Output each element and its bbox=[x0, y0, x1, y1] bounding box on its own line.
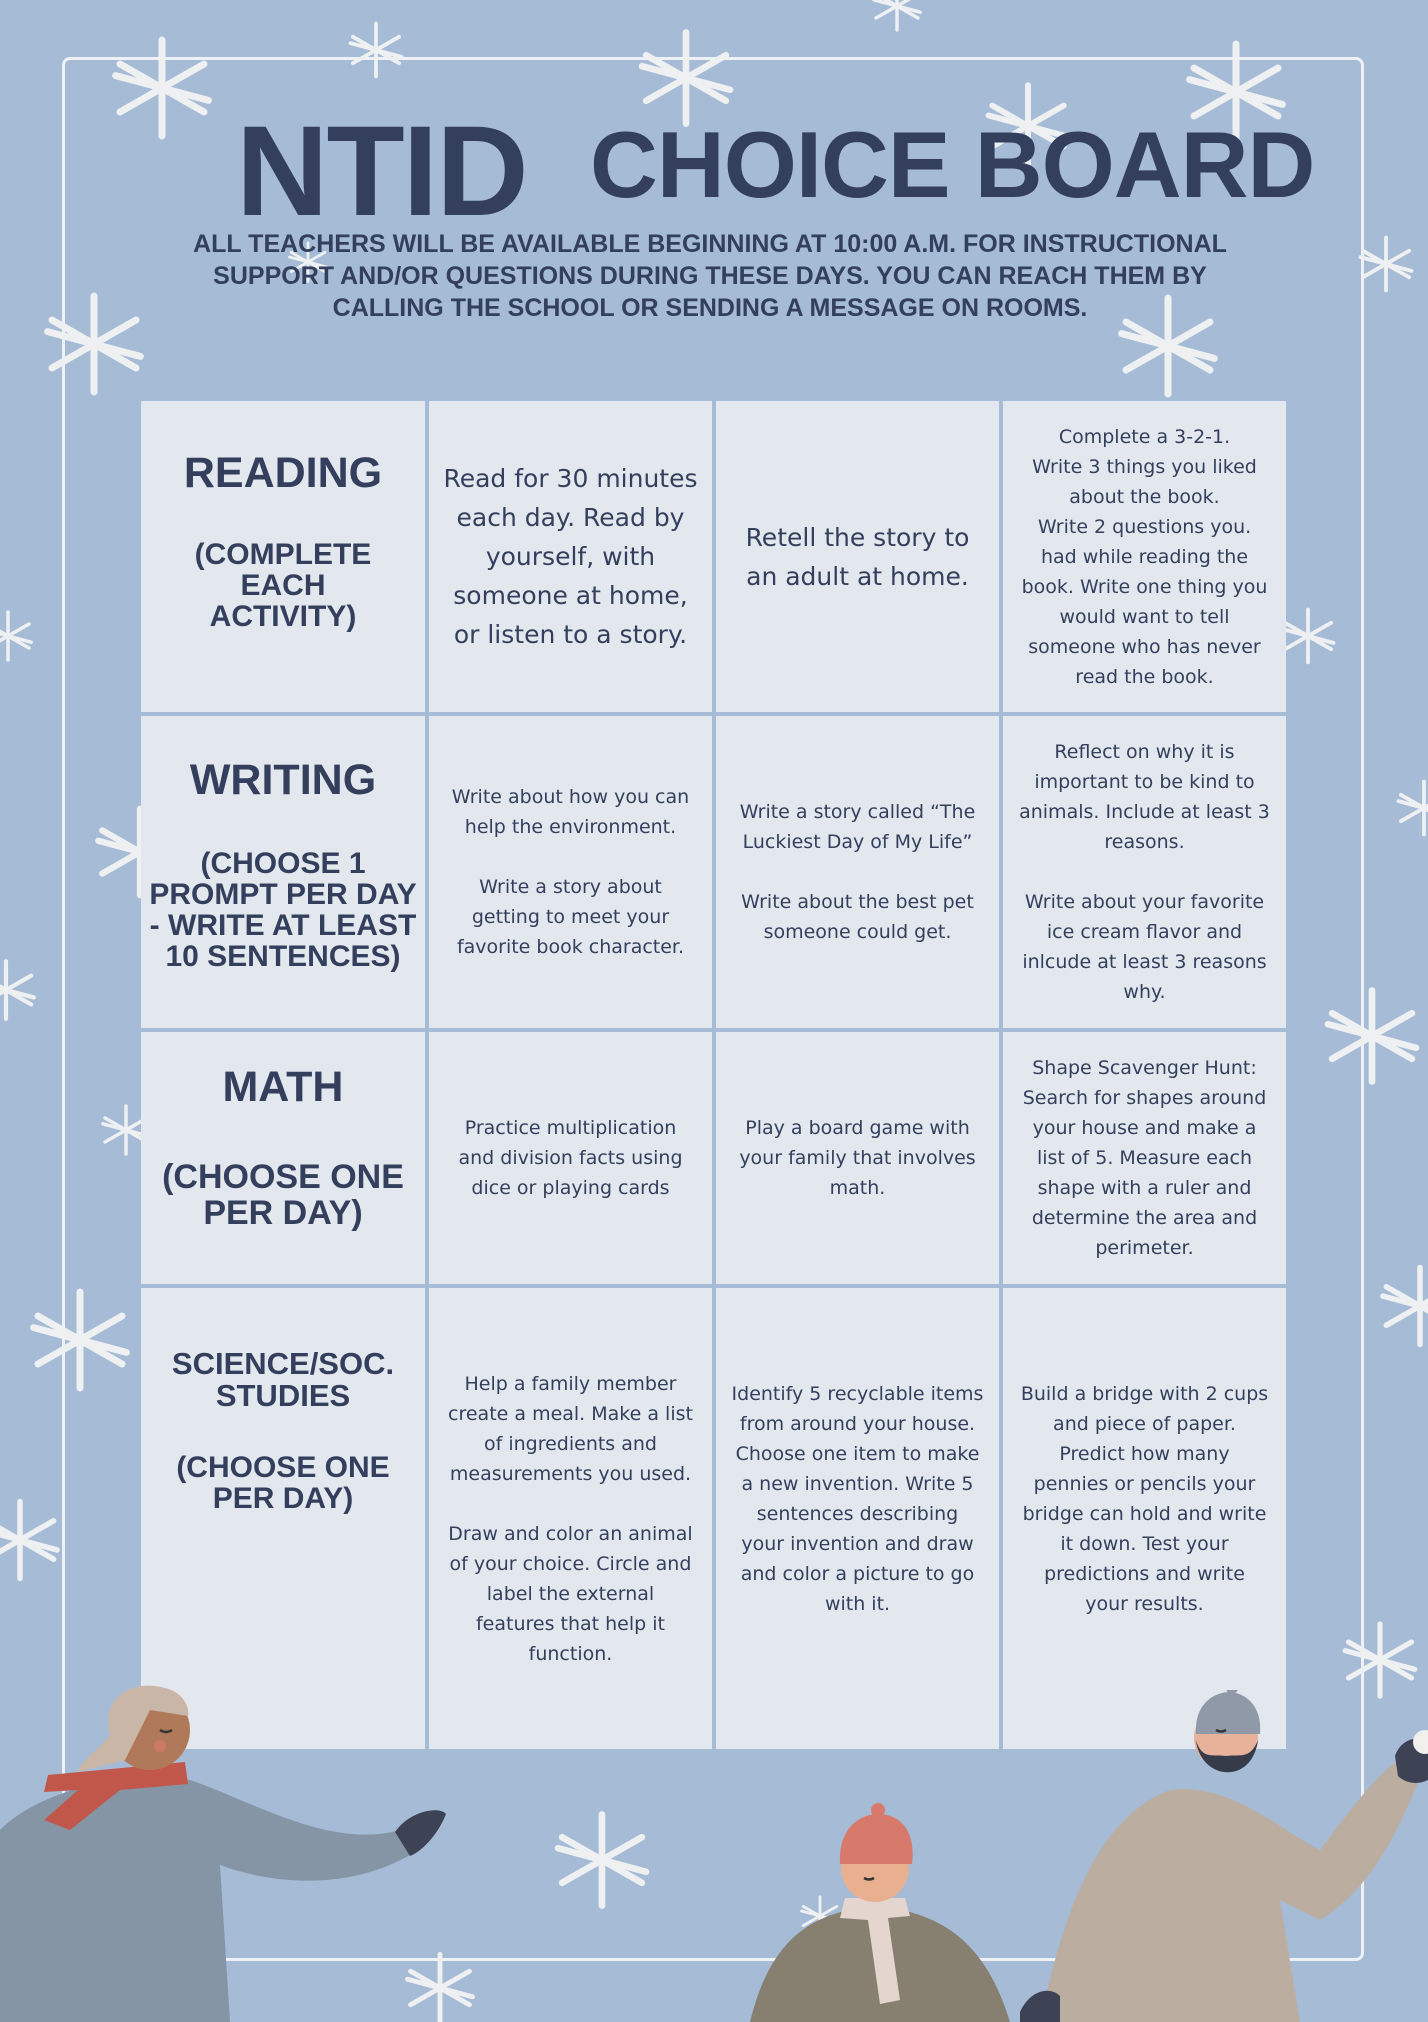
activity-cell bbox=[716, 1288, 999, 1749]
activity-text: Play a board game with your family that involves math. bbox=[739, 1117, 976, 1199]
activity-text: Identify 5 recyclable items from around your house. Choose one item to make a new invention. Write 5 sentences describing your invention and draw and color a picture to go with it. bbox=[731, 1382, 984, 1615]
activity-text: Shape Scavenger Hunt: Search for shapes around your house and make a list of 5. Measure each shape with a ruler and determine the area and perimeter. bbox=[1022, 1057, 1267, 1259]
teacher-availability-note: ALL TEACHERS WILL BE AVAILABLE BEGINNING AT 10:00 A.M. FOR INSTRUCTIONAL SUPPORT AND/OR QUESTIONS DURING THESE DAYS. YOU CAN REACH THEM BY CALLING THE SCHOOL OR SENDING A MESSAGE ON ROOMS. bbox=[193, 230, 1227, 322]
activity-cell bbox=[1003, 401, 1286, 712]
choice-board-grid bbox=[141, 401, 1286, 1749]
subject-title: WRITING bbox=[189, 756, 377, 805]
activity-cell bbox=[429, 401, 712, 712]
subject-instruction: (COMPLETE EACH ACTIVITY) bbox=[194, 537, 372, 633]
subject-title: MATH bbox=[222, 1063, 344, 1112]
activity-text: Read for 30 minutes each day. Read by yourself, with someone at home, or listen to a story. bbox=[443, 464, 698, 649]
activity-cell bbox=[1003, 1032, 1286, 1284]
activity-text: Practice multiplication and division facts using dice or playing cards bbox=[458, 1117, 683, 1199]
activity-cell bbox=[1003, 1288, 1286, 1749]
activity-cell bbox=[429, 1288, 712, 1749]
activity-text: Write a story called “The Luckiest Day of My Life” Write about the best pet someone could get. bbox=[739, 801, 976, 943]
subject-instruction: (CHOOSE 1 PROMPT PER DAY - WRITE AT LEAST 10 SENTENCES) bbox=[149, 846, 417, 973]
row-header-reading bbox=[141, 401, 425, 712]
activity-text: Complete a 3-2-1. Write 3 things you liked about the book. Write 2 questions you. had while reading the book. Write one thing you would want to tell someone who has never read the book. bbox=[1021, 425, 1268, 688]
man-illustration bbox=[1020, 1690, 1428, 2022]
activity-text: Reflect on why it is important to be kind to animals. Include at least 3 reasons. Write about your favorite ice cream flavor and inlcude at least 3 reasons why. bbox=[1019, 741, 1270, 1003]
activity-cell bbox=[1003, 716, 1286, 1028]
activity-text: Write about how you can help the environment. Write a story about getting to meet your favorite book character. bbox=[451, 786, 690, 958]
activity-cell bbox=[429, 1032, 712, 1284]
subject-instruction: (CHOOSE ONE PER DAY) bbox=[176, 1451, 390, 1515]
activity-cell bbox=[716, 401, 999, 712]
activity-cell bbox=[716, 716, 999, 1028]
row-header-writing bbox=[141, 716, 425, 1028]
child-illustration bbox=[740, 1800, 1040, 2022]
subject-instruction: (CHOOSE ONE PER DAY) bbox=[162, 1157, 404, 1232]
subject-title: SCIENCE/SOC. STUDIES bbox=[171, 1346, 395, 1413]
woman-illustration bbox=[0, 1680, 460, 2022]
title-choice-board: CHOICE BOARD bbox=[590, 112, 1315, 217]
activity-cell bbox=[429, 716, 712, 1028]
title-ntid: NTID bbox=[236, 100, 527, 243]
subject-title: READING bbox=[183, 449, 383, 498]
activity-text: Build a bridge with 2 cups and piece of paper. Predict how many pennies or pencils your bridge can hold and write it down. Test your predictions and write your results. bbox=[1020, 1382, 1269, 1615]
activity-text: Retell the story to an adult at home. bbox=[745, 522, 970, 591]
activity-text: Help a family member create a meal. Make a list of ingredients and measurements you used. Draw and color an animal of your choice. Circle and label the external features that help it function. bbox=[448, 1372, 693, 1665]
row-header-math bbox=[141, 1032, 425, 1284]
activity-cell bbox=[716, 1032, 999, 1284]
